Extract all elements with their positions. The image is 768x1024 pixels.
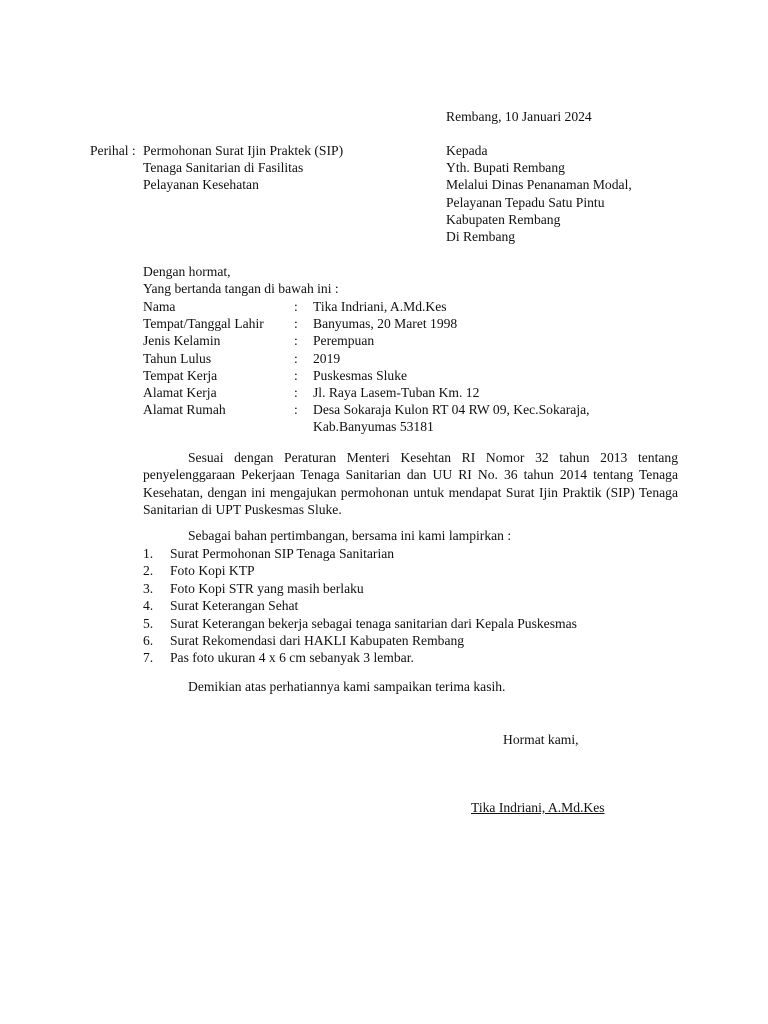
field-value-line: Desa Sokaraja Kulon RT 04 RW 09, Kec.Sokaraja, (313, 402, 590, 418)
recipient-line: Di Rembang (446, 228, 516, 244)
field-label: Nama (143, 299, 176, 314)
field-value: Jl. Raya Lasem-Tuban Km. 12 (313, 384, 480, 400)
field-colon: : (294, 402, 298, 418)
field-label: Tempat Kerja (143, 367, 218, 383)
field-colon: : (294, 350, 298, 366)
greeting-block (143, 263, 339, 297)
recipient-line: Yth. Bupati Rembang (446, 160, 565, 176)
closing-paragraph: Demikian atas perhatiannya kami sampaikan terima kasih. (188, 679, 506, 694)
body-paragraph: Sesuai dengan Peraturan Menteri Kesehtan RI Nomor 32 tahun 2013 tentang penyelenggaraan Pekerjaan Tenaga Sanitarian dan UU RI No. 36 tahun 2014 tentang Tenaga Kesehatan, dengan ini mengajukan permohonan untuk mendapat Surat Ijin Praktik (SIP) Tenaga Sanitarian di UPT Puskesmas Sluke. (143, 450, 678, 518)
field-value: 2019 (313, 350, 341, 366)
list-number: 6. (143, 632, 154, 648)
recipient-block (446, 142, 632, 245)
recipient-line: Kepada (446, 143, 488, 158)
intro-text: Yang bertanda tangan di bawah ini : (143, 281, 339, 297)
field-label: Alamat Kerja (143, 384, 217, 400)
list-text: Pas foto ukuran 4 x 6 cm sebanyak 3 lembar. (170, 650, 414, 666)
subject-label: Perihal : (90, 143, 136, 158)
greeting: Dengan hormat, (143, 264, 231, 279)
field-value-line: Kab.Banyumas 53181 (313, 419, 434, 435)
list-number: 5. (143, 615, 154, 631)
recipient-line: Pelayanan Tepadu Satu Pintu (446, 194, 605, 210)
field-value: Perempuan (313, 333, 375, 349)
closing-salutation: Hormat kami, (503, 732, 579, 747)
list-text: Surat Permohonan SIP Tenaga Sanitarian (170, 546, 395, 561)
field-label: Alamat Rumah (143, 402, 226, 418)
signature-name: Tika Indriani, A.Md.Kes (471, 800, 605, 815)
field-label: Tempat/Tanggal Lahir (143, 316, 264, 332)
list-number: 3. (143, 580, 154, 596)
list-text: Surat Keterangan Sehat (170, 598, 299, 614)
list-text: Surat Rekomendasi dari HAKLI Kabupaten Rembang (170, 632, 465, 648)
list-text: Surat Keterangan bekerja sebagai tenaga sanitarian dari Kepala Puskesmas (170, 615, 577, 631)
field-colon: : (294, 316, 298, 332)
subject-line: Permohonan Surat Ijin Praktek (SIP) (143, 143, 344, 158)
list-text: Foto Kopi KTP (170, 563, 255, 579)
place-date: Rembang, 10 Januari 2024 (446, 109, 592, 124)
field-value: Banyumas, 20 Maret 1998 (313, 316, 458, 332)
subject-line: Tenaga Sanitarian di Fasilitas (143, 160, 304, 176)
subject-block (143, 142, 343, 194)
field-value-multiline (313, 401, 590, 435)
subject-line: Pelayanan Kesehatan (143, 177, 259, 193)
attachments-intro: Sebagai bahan pertimbangan, bersama ini kami lampirkan : (188, 528, 512, 543)
field-colon: : (294, 299, 298, 314)
list-number: 1. (143, 546, 154, 561)
field-colon: : (294, 384, 298, 400)
field-label: Tahun Lulus (143, 350, 212, 366)
list-number: 7. (143, 650, 154, 666)
field-colon: : (294, 367, 298, 383)
field-label: Jenis Kelamin (143, 333, 221, 349)
list-text: Foto Kopi STR yang masih berlaku (170, 580, 364, 596)
list-number: 2. (143, 563, 154, 579)
recipient-line: Kabupaten Rembang (446, 211, 561, 227)
recipient-line: Melalui Dinas Penanaman Modal, (446, 177, 632, 193)
field-colon: : (294, 333, 298, 349)
field-value: Tika Indriani, A.Md.Kes (313, 299, 447, 314)
list-number: 4. (143, 598, 154, 614)
field-value: Puskesmas Sluke (313, 367, 408, 383)
